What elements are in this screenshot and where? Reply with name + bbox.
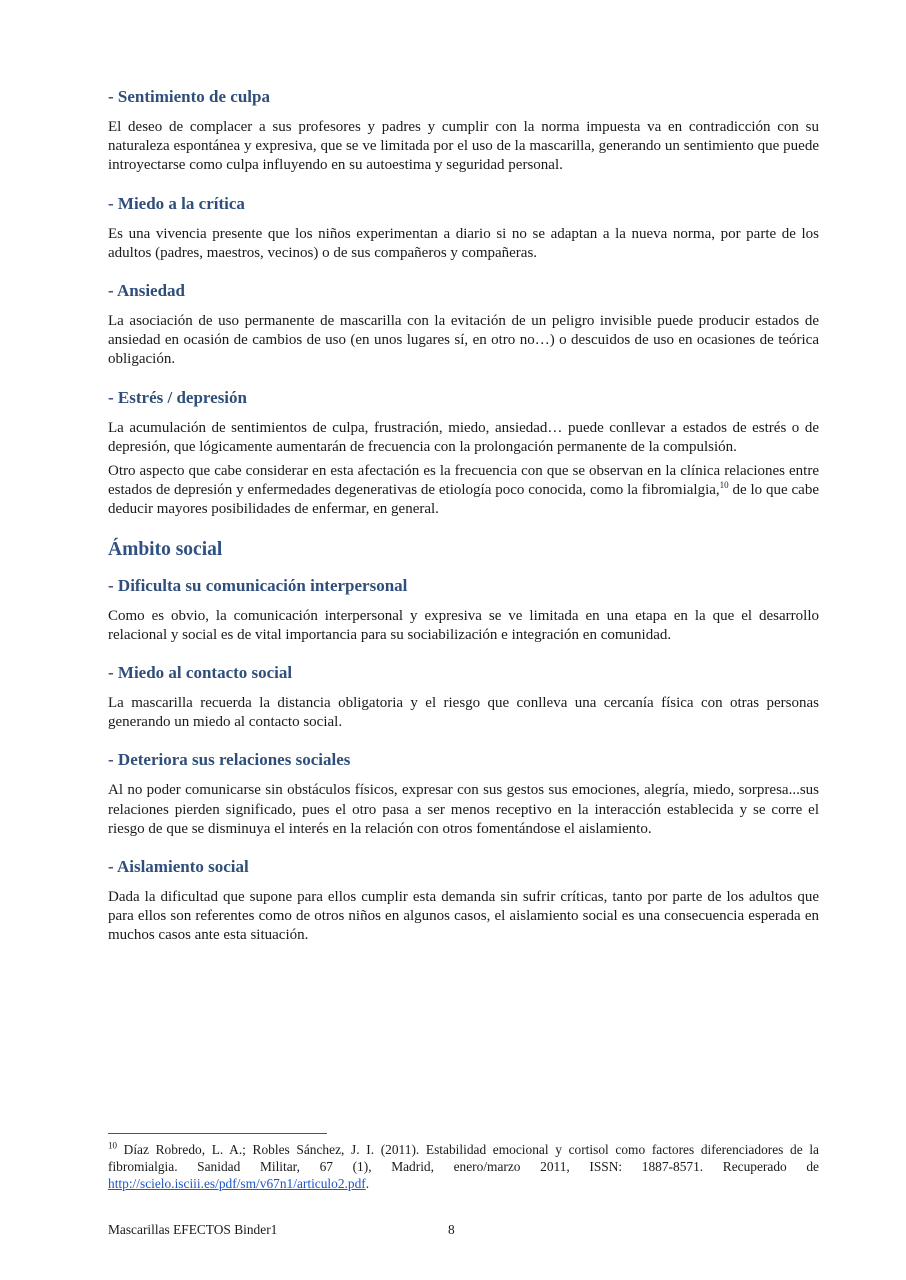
- footnote-end: .: [365, 1176, 370, 1191]
- footnote-number: 10: [108, 1140, 117, 1151]
- footnote: [108, 1141, 819, 1192]
- paragraph-relaciones-sociales: Al no poder comunicarse sin obstáculos físicos, expresar con sus gestos sus emociones, alegría, miedo, sorpresa...sus relaciones pierden significado, pues el otro pasa a ser menos receptivo en la interacción establecida y se corre el riesgo de que se disminuya el interés en la relación con otros fomentándose el aislamiento.: [108, 782, 819, 837]
- heading-sentimiento-culpa: - Sentimiento de culpa: [108, 87, 270, 106]
- paragraph-ansiedad: La asociación de uso permanente de mascarilla con la evitación de un peligro invisible puede producir estados de ansiedad en ocasión de cambios de uso (en unos lugares sí, en otro no…) o descuidos de uso en ocasiones de teórica obligación.: [108, 313, 819, 368]
- footnote-separator: [108, 1133, 327, 1134]
- paragraph-aislamiento-social: Dada la dificultad que supone para ellos cumplir esta demanda sin sufrir críticas, tanto por parte de los adultos que para ellos son referentes como de otros niños en algunos casos, el aislamiento social es una consecuencia esperada en muchos casos ante esta situación.: [108, 889, 819, 944]
- footnote-text: Díaz Robredo, L. A.; Robles Sánchez, J. I. (2011). Estabilidad emocional y cortisol como factores diferenciadores de la fibromialgia. Sanidad Militar, 67 (1), Madrid, enero/marzo 2011, ISSN: 1887-8571. Recuperado de: [108, 1142, 819, 1174]
- heading-estres-depresion: - Estrés / depresión: [108, 387, 247, 407]
- footer-document-title: Mascarillas EFECTOS Binder1: [108, 1222, 278, 1237]
- paragraph-miedo-critica: Es una vivencia presente que los niños experimentan a diario si no se adaptan a la nueva norma, por parte de los adultos (padres, maestros, vecinos) o de sus compañeros y compañeras.: [108, 225, 819, 261]
- footer-page-number: 8: [448, 1222, 455, 1237]
- heading-miedo-critica: - Miedo a la crítica: [108, 193, 245, 213]
- footnote-reference[interactable]: 10: [719, 480, 729, 491]
- paragraph-sentimiento-culpa: El deseo de complacer a sus profesores y padres y cumplir con la norma impuesta va en contradicción con su naturaleza espontánea y expresiva, que se ve limitada por el uso de la mascarilla, generando un sentimiento que puede introyectarse como culpa influyendo en su autoestima y seguridad personal.: [108, 119, 819, 174]
- footnote-link[interactable]: http://scielo.isciii.es/pdf/sm/v67n1/articulo2.pdf: [108, 1176, 366, 1191]
- heading-contacto-social: - Miedo al contacto social: [108, 663, 293, 683]
- heading-aislamiento-social: - Aislamiento social: [108, 857, 249, 877]
- page-footer: [108, 1222, 819, 1238]
- heading-comunicacion: - Dificulta su comunicación interpersonal: [108, 575, 408, 595]
- paragraph-estres-2-a: Otro aspecto que cabe considerar en esta afectación es la frecuencia con que se observan en la clínica relaciones entre estados de depresión y enfermedades degenerativas de etiología poco conocida, como la fibromialgia,: [108, 463, 819, 499]
- paragraph-contacto-social: La mascarilla recuerda la distancia obligatoria y el riesgo que conlleva una cercanía física con otras personas generando un miedo al contacto social.: [108, 695, 819, 731]
- heading-ambito-social: Ámbito social: [108, 538, 223, 560]
- document-body: [108, 86, 819, 963]
- paragraph-comunicacion: Como es obvio, la comunicación interpersonal y expresiva se ve limitada en una etapa en la que el desarrollo relacional y social es de vital importancia para su sociabilización e integración en comunidad.: [108, 607, 819, 643]
- heading-ansiedad: - Ansiedad: [108, 281, 185, 301]
- paragraph-estres-1: La acumulación de sentimientos de culpa, frustración, miedo, ansiedad… puede conllevar a estados de estrés o de depresión, que lógicamente aumentarán de frecuencia con la prolongación permanente de la compulsión.: [108, 419, 819, 455]
- paragraph-estres-2: [108, 462, 819, 520]
- paragraph-estres-2-b: de lo que cabe deducir mayores posibilidades de enfermar, en general.: [108, 482, 819, 518]
- heading-relaciones-sociales: - Deteriora sus relaciones sociales: [108, 750, 351, 770]
